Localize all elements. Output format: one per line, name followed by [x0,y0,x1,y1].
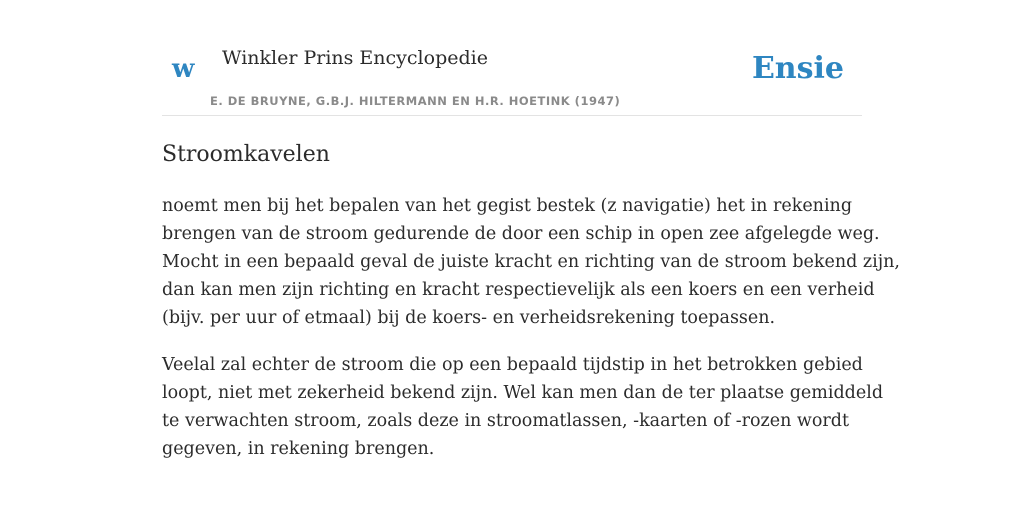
encyclopedia-title[interactable]: Winkler Prins Encyclopedie [222,47,488,69]
text-line: brengen van de stroom gedurende de door een schip in open zee afgelegde weg. [162,224,880,244]
encyclopedia-logo[interactable]: w [172,54,195,84]
entry-paragraph [162,351,884,463]
text-line: Veelal zal echter de stroom die op een bepaald tijdstip in het betrokken gebied [162,355,863,375]
text-line: (bijv. per uur of etmaal) bij de koers- en verheidsrekening toepassen. [162,308,776,328]
entry-headword: Stroomkavelen [162,142,330,167]
entry-card [162,0,900,512]
encyclopedia-authors: E. DE BRUYNE, G.B.J. HILTERMANN EN H.R. HOETINK (1947) [210,94,621,108]
ensie-brand-logo[interactable]: Ensie [751,51,844,86]
text-line: dan kan men zijn richting en kracht respectievelijk als een koers en een verheid [162,280,875,300]
text-line: te verwachten stroom, zoals deze in stroomatlassen, -kaarten of -rozen wordt [162,411,850,431]
text-line: gegeven, in rekening brengen. [162,439,435,459]
entry-paragraph [162,192,900,332]
text-line: Mocht in een bepaald geval de juiste kracht en richting van de stroom bekend zijn, [162,252,900,272]
text-line: loopt, niet met zekerheid bekend zijn. Wel kan men dan de ter plaatse gemiddeld [162,383,884,403]
header [162,0,862,116]
text-line: noemt men bij het bepalen van het gegist bestek (z navigatie) het in rekening [162,196,853,216]
entry-body [162,192,900,482]
